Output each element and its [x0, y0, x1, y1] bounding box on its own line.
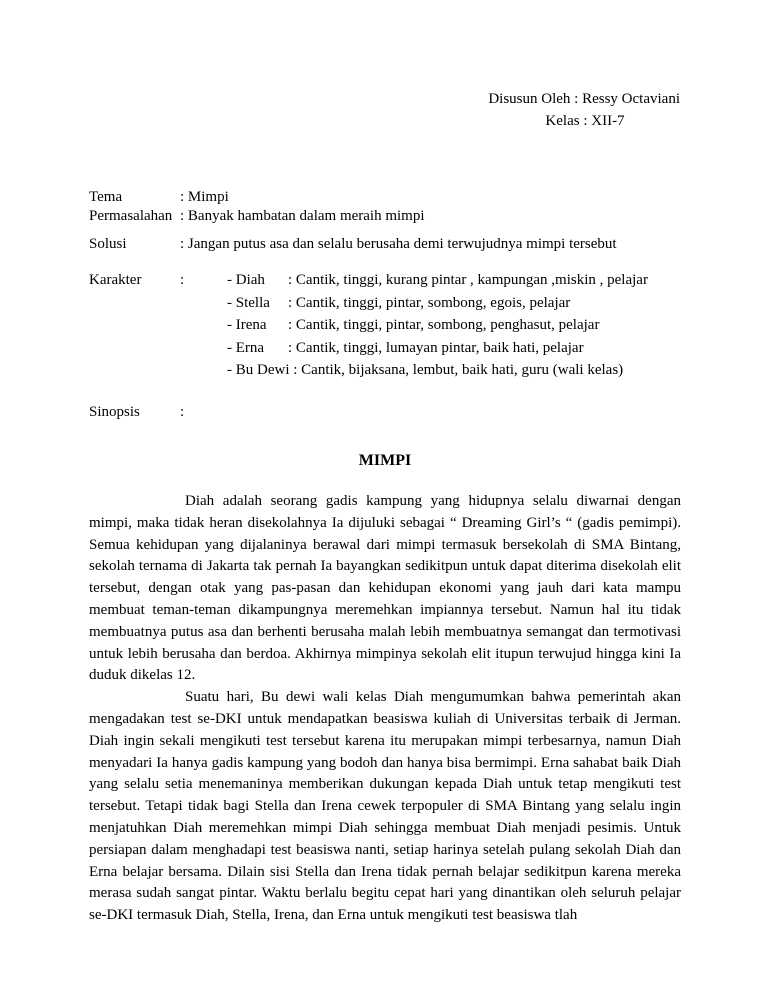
karakter-label: Karakter — [89, 272, 142, 288]
tema-label: Tema — [89, 189, 123, 205]
character-row — [89, 292, 689, 315]
meta-permasalahan — [89, 205, 689, 227]
solusi-label: Solusi — [89, 236, 127, 252]
character-list — [89, 269, 689, 382]
author-line: Disusun Oleh : Ressy Octaviani — [488, 91, 680, 107]
character-name: - Bu Dewi — [227, 362, 290, 378]
solusi-value: : Jangan putus asa dan selalu berusaha demi terwujudnya mimpi tersebut — [180, 236, 617, 252]
story-paragraph: Suatu hari, Bu dewi wali kelas Diah mengumumkan bahwa pemerintah akan mengadakan test se-DKI untuk mendapatkan beasiswa kuliah di Universitas terbaik di Jerman. Diah ingin sekali mengikuti test tersebut karena itu merupakan mimpi terbesarnya, namun Diah menyadari Ia hanya gadis kampung yang bodoh dan hanya bisa bermimpi. Erna sahabat baik Diah yang selalu setia menemaninya memberikan dukungan kepada Diah untuk tetap mengikuti test tersebut. Tetapi tidak bagi Stella dan Irena cewek terpopuler di SMA Bintang yang selalu ingin menjatuhkan Diah meremehkan mimpi Diah sehingga membuat Diah menjadi pesimis. Untuk persiapan dalam menghadapi test beasiswa nanti, setiap harinya setelah pulang sekolah Diah dan Erna belajar bersama. Dilain sisi Stella dan Irena tidak pernah belajar sedikitpun karena mereka merasa sudah sangat pintar. Waktu berlalu begitu cepat hari yang dinantikan oleh seluruh pelajar se-DKI termasuk Diah, Stella, Irena, dan Erna untuk mengikuti test beasiswa tlah — [89, 689, 681, 924]
story-title-text: MIMPI — [358, 452, 412, 469]
meta-solusi — [89, 233, 689, 255]
tema-value: : Mimpi — [180, 189, 229, 205]
karakter-colon: : — [180, 272, 185, 288]
character-desc: : Cantik, tinggi, pintar, sombong, egois, pelajar — [288, 294, 571, 311]
character-name: - Diah — [227, 272, 265, 288]
sinopsis-label: Sinopsis — [89, 404, 140, 420]
character-name: - Irena — [227, 317, 267, 333]
character-row — [89, 269, 689, 292]
author-block — [420, 88, 680, 132]
permasalahan-label: Permasalahan — [89, 208, 173, 224]
story-body — [89, 491, 681, 927]
character-row — [89, 337, 689, 360]
character-desc: : Cantik, tinggi, kurang pintar , kampungan ,miskin , pelajar — [288, 272, 648, 288]
character-row — [89, 359, 689, 382]
character-desc: : Cantik, tinggi, pintar, sombong, penghasut, pelajar — [288, 317, 600, 333]
sinopsis-colon: : — [180, 404, 185, 420]
permasalahan-value: : Banyak hambatan dalam meraih mimpi — [180, 208, 425, 224]
class-line: Kelas : XII-7 — [545, 113, 625, 129]
meta-sinopsis — [89, 401, 689, 423]
character-row — [89, 314, 689, 337]
character-desc: : Cantik, bijaksana, lembut, baik hati, guru (wali kelas) — [293, 362, 624, 378]
character-name: - Erna — [227, 339, 265, 356]
story-title — [0, 452, 768, 470]
character-name: - Stella — [227, 294, 270, 311]
character-desc: : Cantik, tinggi, lumayan pintar, baik hati, pelajar — [288, 339, 584, 356]
story-paragraph: Diah adalah seorang gadis kampung yang hidupnya selalu diwarnai dengan mimpi, maka tidak heran disekolahnya Ia dijuluki sebagai “ Dreaming Girl’s “ (gadis pemimpi). Semua kehidupan yang dijalaninya berawal dari mimpi termasuk bersekolah di SMA Bintang, sekolah ternama di Jakarta tak pernah Ia bayangkan sedikitpun untuk dapat diterima disekolah elit tersebut, dengan otak yang pas-pasan dan kehidupan ekonomi yang jauh dari kata mampu membuat teman-teman dikampungnya meremehkan impiannya tersebut. Namun hal itu tidak membuatnya putus asa dan berhenti berusaha malah lebih membuatnya semangat dan termotivasi untuk lebih berusaha dan berdoa. Akhirnya mimpinya sekolah elit itupun terwujud hingga kini Ia duduk dikelas 12. — [89, 493, 681, 684]
